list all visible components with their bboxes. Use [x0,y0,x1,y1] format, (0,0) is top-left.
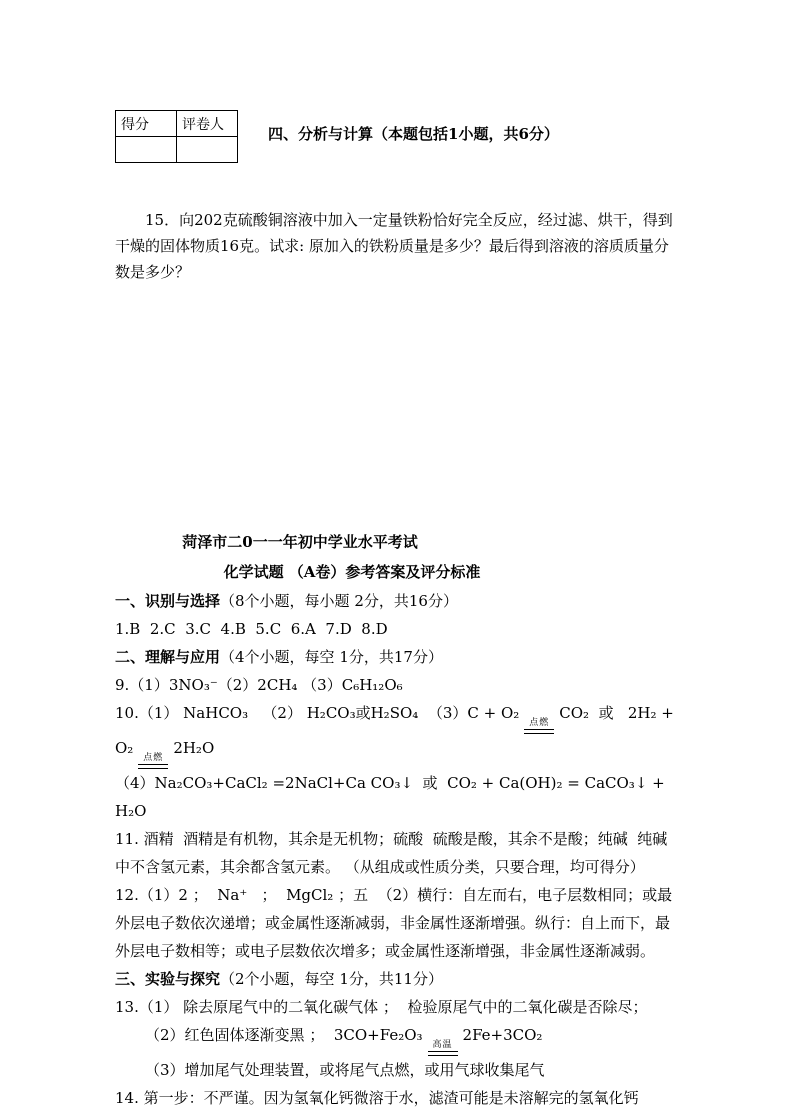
answer-key-title: 菏泽市二0一一年初中学业水平考试 [182,533,418,551]
section2-heading-title: 二、理解与应用 [115,648,221,666]
section1-answers-line: 1.B 2.C 3.C 4.B 5.C 6.A 7.D 8.D [115,620,388,638]
section1-heading-title: 一、识别与选择 [115,592,221,610]
answer-line-9: 9.（1）3NO₃⁻（2）2CH₄ （3）C₆H₁₂O₆ [115,676,403,694]
section1-heading-paren: （8个小题，每小题 2分，共16分） [220,592,458,610]
answer-line-13-2 [115,1021,675,1056]
grader-label-cell: 评卷人 [177,111,238,137]
answer-key-subtitle: 化学试题 （A卷）参考答案及评分标准 [223,563,481,581]
ignite-condition-equation-1 [524,718,554,734]
line13-2-part1: （2）红色固体逐渐变黑 ； 3CO+Fe₂O₃ [145,1026,423,1044]
section2-heading [115,643,675,671]
line10-part1: 10.（1） NaHCO₃ （2） H₂CO₃或H₂SO₄ （3）C + O₂ [115,704,520,722]
ignite-condition-equation-2 [138,753,168,769]
score-table [115,110,238,163]
ignite-condition-label-1: 点燃 [529,718,550,728]
high-temperature-condition-label: 高温 [432,1040,453,1050]
section4-heading: 四、分析与计算（本题包括1小题，共6分） [268,125,559,143]
score-table-value-row [116,137,238,163]
answer-line-10-4: （4）Na₂CO₃+CaCl₂ =2NaCl+Ca CO₃↓ 或 CO₂ + Ca(OH)₂ = CaCO₃↓ + H₂O [115,774,670,820]
equation-equals-line-1 [524,729,554,734]
line13-2-part2: 2Fe+3CO₂ [462,1026,543,1044]
section1-heading [115,587,675,615]
answer-line-11: 11. 酒精 酒精是有机物，其余是无机物；硫酸 硫酸是酸，其余不是酸；纯碱 纯碱中不含氢元素，其余都含氢元素。 （从组成或性质分类，只要合理，均可得分） [115,830,668,876]
section3-heading-paren: （2个小题，每空 1分，共11分） [220,970,443,988]
line10-part2: CO₂ 或 2H₂ + O₂ [115,704,679,757]
score-value-cell [116,137,177,163]
question-15-text: 15．向202克硫酸铜溶液中加入一定量铁粉恰好完全反应，经过滤、烘干，得到干燥的固体物质16克。试求: 原加入的铁粉质量是多少？最后得到溶液的溶质质量分数是多少？ [115,211,673,281]
section3-heading [115,965,675,993]
line10-part3: 2H₂O [173,739,215,757]
answer-line-13-3: （3）增加尾气处理装置，或将尾气点燃，或用气球收集尾气 [145,1061,545,1079]
score-label-cell: 得分 [116,111,177,137]
grader-value-cell [177,137,238,163]
answer-line-14: 14. 第一步：不严谨。因为氢氧化钙微溶于水，滤渣可能是未溶解完的氢氧化钙 [115,1089,639,1107]
answer-line-10 [115,699,679,769]
high-temperature-condition-equation [428,1040,458,1056]
section3-heading-title: 三、实验与探究 [115,970,221,988]
section2-heading-paren: （4个小题，每空 1分，共17分） [220,648,443,666]
answer-line-12: 12.（1）2 ； Na⁺ ； MgCl₂ ；五 （2）横行：自左而右，电子层数相同；或最外层电子数依次递增；或金属性逐渐减弱，非金属性逐渐增强。纵行：自上而下，最外层电子数相等；或电子层数依次增多；或金属性逐渐增强，非金属性逐渐减弱。 [115,886,673,960]
score-header-row [115,110,675,163]
ignite-condition-label-2: 点燃 [143,753,164,763]
score-table-header-row [116,111,238,137]
answer-key-section [115,527,679,1112]
answer-line-13-1: 13.（1） 除去原尾气中的二氧化碳气体 ； 检验原尾气中的二氧化碳是否除尽； [115,998,648,1016]
